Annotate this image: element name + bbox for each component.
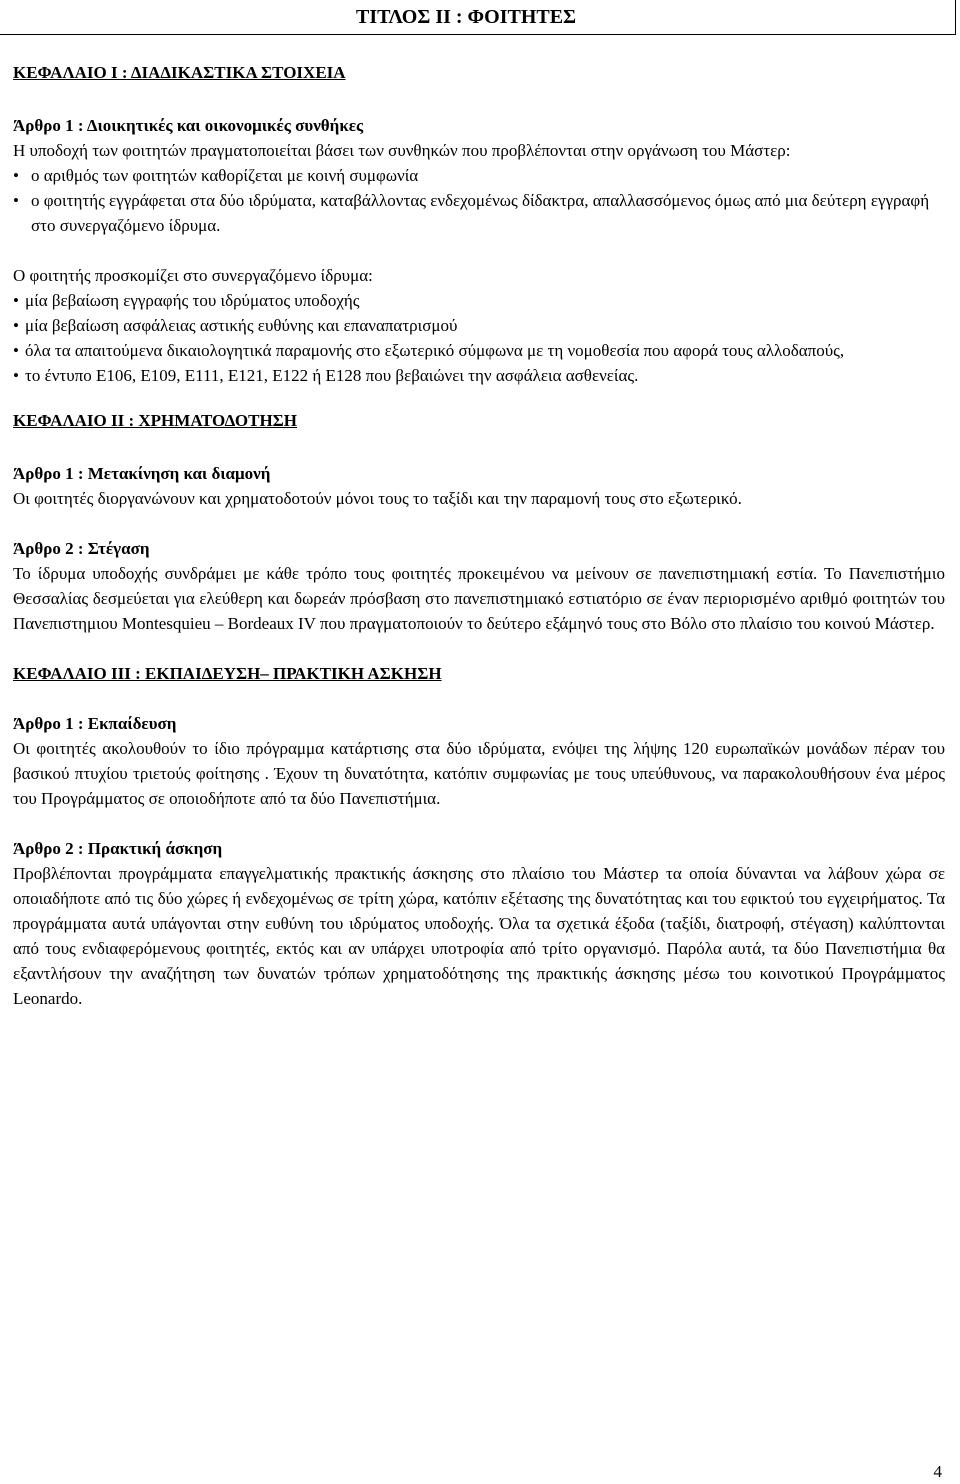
chapter-3-article-2-heading: Άρθρο 2 : Πρακτική άσκηση bbox=[13, 839, 223, 858]
list-item: • το έντυπο Ε106, Ε109, Ε111, Ε121, Ε122 ή Ε128 που βεβαιώνει την ασφάλεια ασθενείας. bbox=[13, 363, 945, 388]
list-item: • όλα τα απαιτούμενα δικαιολογητικά παραμονής στο εξωτερικό σύμφωνα με τη νομοθεσία που αφορά τους αλλοδαπούς, bbox=[13, 338, 945, 363]
page-number: 4 bbox=[933, 1462, 942, 1481]
chapter-2-article-1-text: Οι φοιτητές διοργανώνουν και χρηματοδοτούν μόνοι τους το ταξίδι και την παραμονή τους στο εξωτερικό. bbox=[13, 489, 742, 508]
chapter-3-article-1-text: Οι φοιτητές ακολουθούν το ίδιο πρόγραμμα κατάρτισης στα δύο ιδρύματα, ενόψει της λήψης 120 ευρωπαϊκών μονάδων πέραν του βασικού πτυχίου τριετούς φοίτησης . Έχουν τη δυνατότητα, κατόπιν συμφωνίας με τους υπεύθυνους, να παρακολουθήσουν ένα μέρος του Προγράμματος σε οποιοδήποτε από τα δύο Πανεπιστήμια. bbox=[13, 739, 945, 808]
list-item: • μία βεβαίωση εγγραφής του ιδρύματος υποδοχής bbox=[13, 288, 945, 313]
documents-list bbox=[13, 288, 945, 388]
chapter-3-article-2-text: Προβλέπονται προγράμματα επαγγελματικής πρακτικής άσκησης στο πλαίσιο του Μάστερ τα οποία δύνανται να λάβουν χώρα σε οποιαδήποτε από τις δύο χώρες ή ενδεχομένως σε τρίτη χώρα, κατόπιν εξέτασης της δυνατότητας και του εφικτού του εγχειρήματος. Τα προγράμματα αυτά υπάγονται στην ευθύνη του ιδρύματος υποδοχής. Όλα τα σχετικά έξοδα (ταξίδι, διατροφή, στέγαση) καλύπτονται από τους ενδιαφερόμενους φοιτητές, εκτός και αν υπάρχει υποτροφία από τρίτο οργανισμό. Παρόλα αυτά, τα δύο Πανεπιστήμια θα εξαντλήσουν την αναζήτηση των δυνατών τρόπων χρηματοδότησης της πρακτικής άσκησης μέσω του κοινοτικού Προγράμματος Leonardo. bbox=[13, 864, 945, 1008]
title-box bbox=[0, 0, 956, 35]
document-body bbox=[13, 60, 945, 1011]
chapter-1-article-1-heading: Άρθρο 1 : Διοικητικές και οικονομικές συνθήκες bbox=[13, 116, 364, 135]
chapter-2-article-2-heading: Άρθρο 2 : Στέγαση bbox=[13, 539, 150, 558]
chapter-3-article-1-heading: Άρθρο 1 : Εκπαίδευση bbox=[13, 714, 177, 733]
document-title: ΤΙΤΛΟΣ ΙΙ : ΦΟΙΤΗΤΕΣ bbox=[356, 6, 577, 28]
chapter-3-heading: ΚΕΦΑΛΑΙΟ ΙΙΙ : ΕΚΠΑΙΔΕΥΣΗ– ΠΡΑΚΤΙΚΗ ΑΣΚΗΣΗ bbox=[13, 664, 442, 683]
list-item: • ο φοιτητής εγγράφεται στα δύο ιδρύματα, καταβάλλοντας ενδεχομένως δίδακτρα, απαλλασσόμενος όμως από μια δεύτερη εγγραφή στο συνεργαζόμενο ίδρυμα. bbox=[13, 188, 945, 238]
chapter-2-article-1-heading: Άρθρο 1 : Μετακίνηση και διαμονή bbox=[13, 464, 271, 483]
chapter-1-article-1-intro: Η υποδοχή των φοιτητών πραγματοποιείται βάσει των συνθηκών που προβλέπονται στην οργάνωση του Μάστερ: bbox=[13, 141, 791, 160]
documents-intro: Ο φοιτητής προσκομίζει στο συνεργαζόμενο ίδρυμα: bbox=[13, 266, 373, 285]
chapter-1-heading: ΚΕΦΑΛΑΙΟ Ι : ΔΙΑΔΙΚΑΣΤΙΚΑ ΣΤΟΙΧΕΙΑ bbox=[13, 63, 346, 82]
chapter-1-bullet-list bbox=[13, 163, 945, 238]
chapter-2-article-2-text: Το ίδρυμα υποδοχής συνδράμει με κάθε τρόπο τους φοιτητές προκειμένου να μείνουν σε πανεπιστημιακή εστία. Το Πανεπιστήμιο Θεσσαλίας δεσμεύεται για ελεύθερη και δωρεάν πρόσβαση στο πανεπιστημιακό εστιατόριο σε έναν περιορισμένο αριθμό φοιτητών του Πανεπιστημιου Montesquieu – Bordeaux IV που πραγματοποιούν το δεύτερο εξάμηνό τους στο Βόλο στο πλαίσιο του κοινού Μάστερ. bbox=[13, 564, 945, 633]
chapter-2-heading: ΚΕΦΑΛΑΙΟ ΙΙ : ΧΡΗΜΑΤΟΔΟΤΗΣΗ bbox=[13, 411, 298, 430]
list-item: • μία βεβαίωση ασφάλειας αστικής ευθύνης και επαναπατρισμού bbox=[13, 313, 945, 338]
list-item: • ο αριθμός των φοιτητών καθορίζεται με κοινή συμφωνία bbox=[13, 163, 945, 188]
